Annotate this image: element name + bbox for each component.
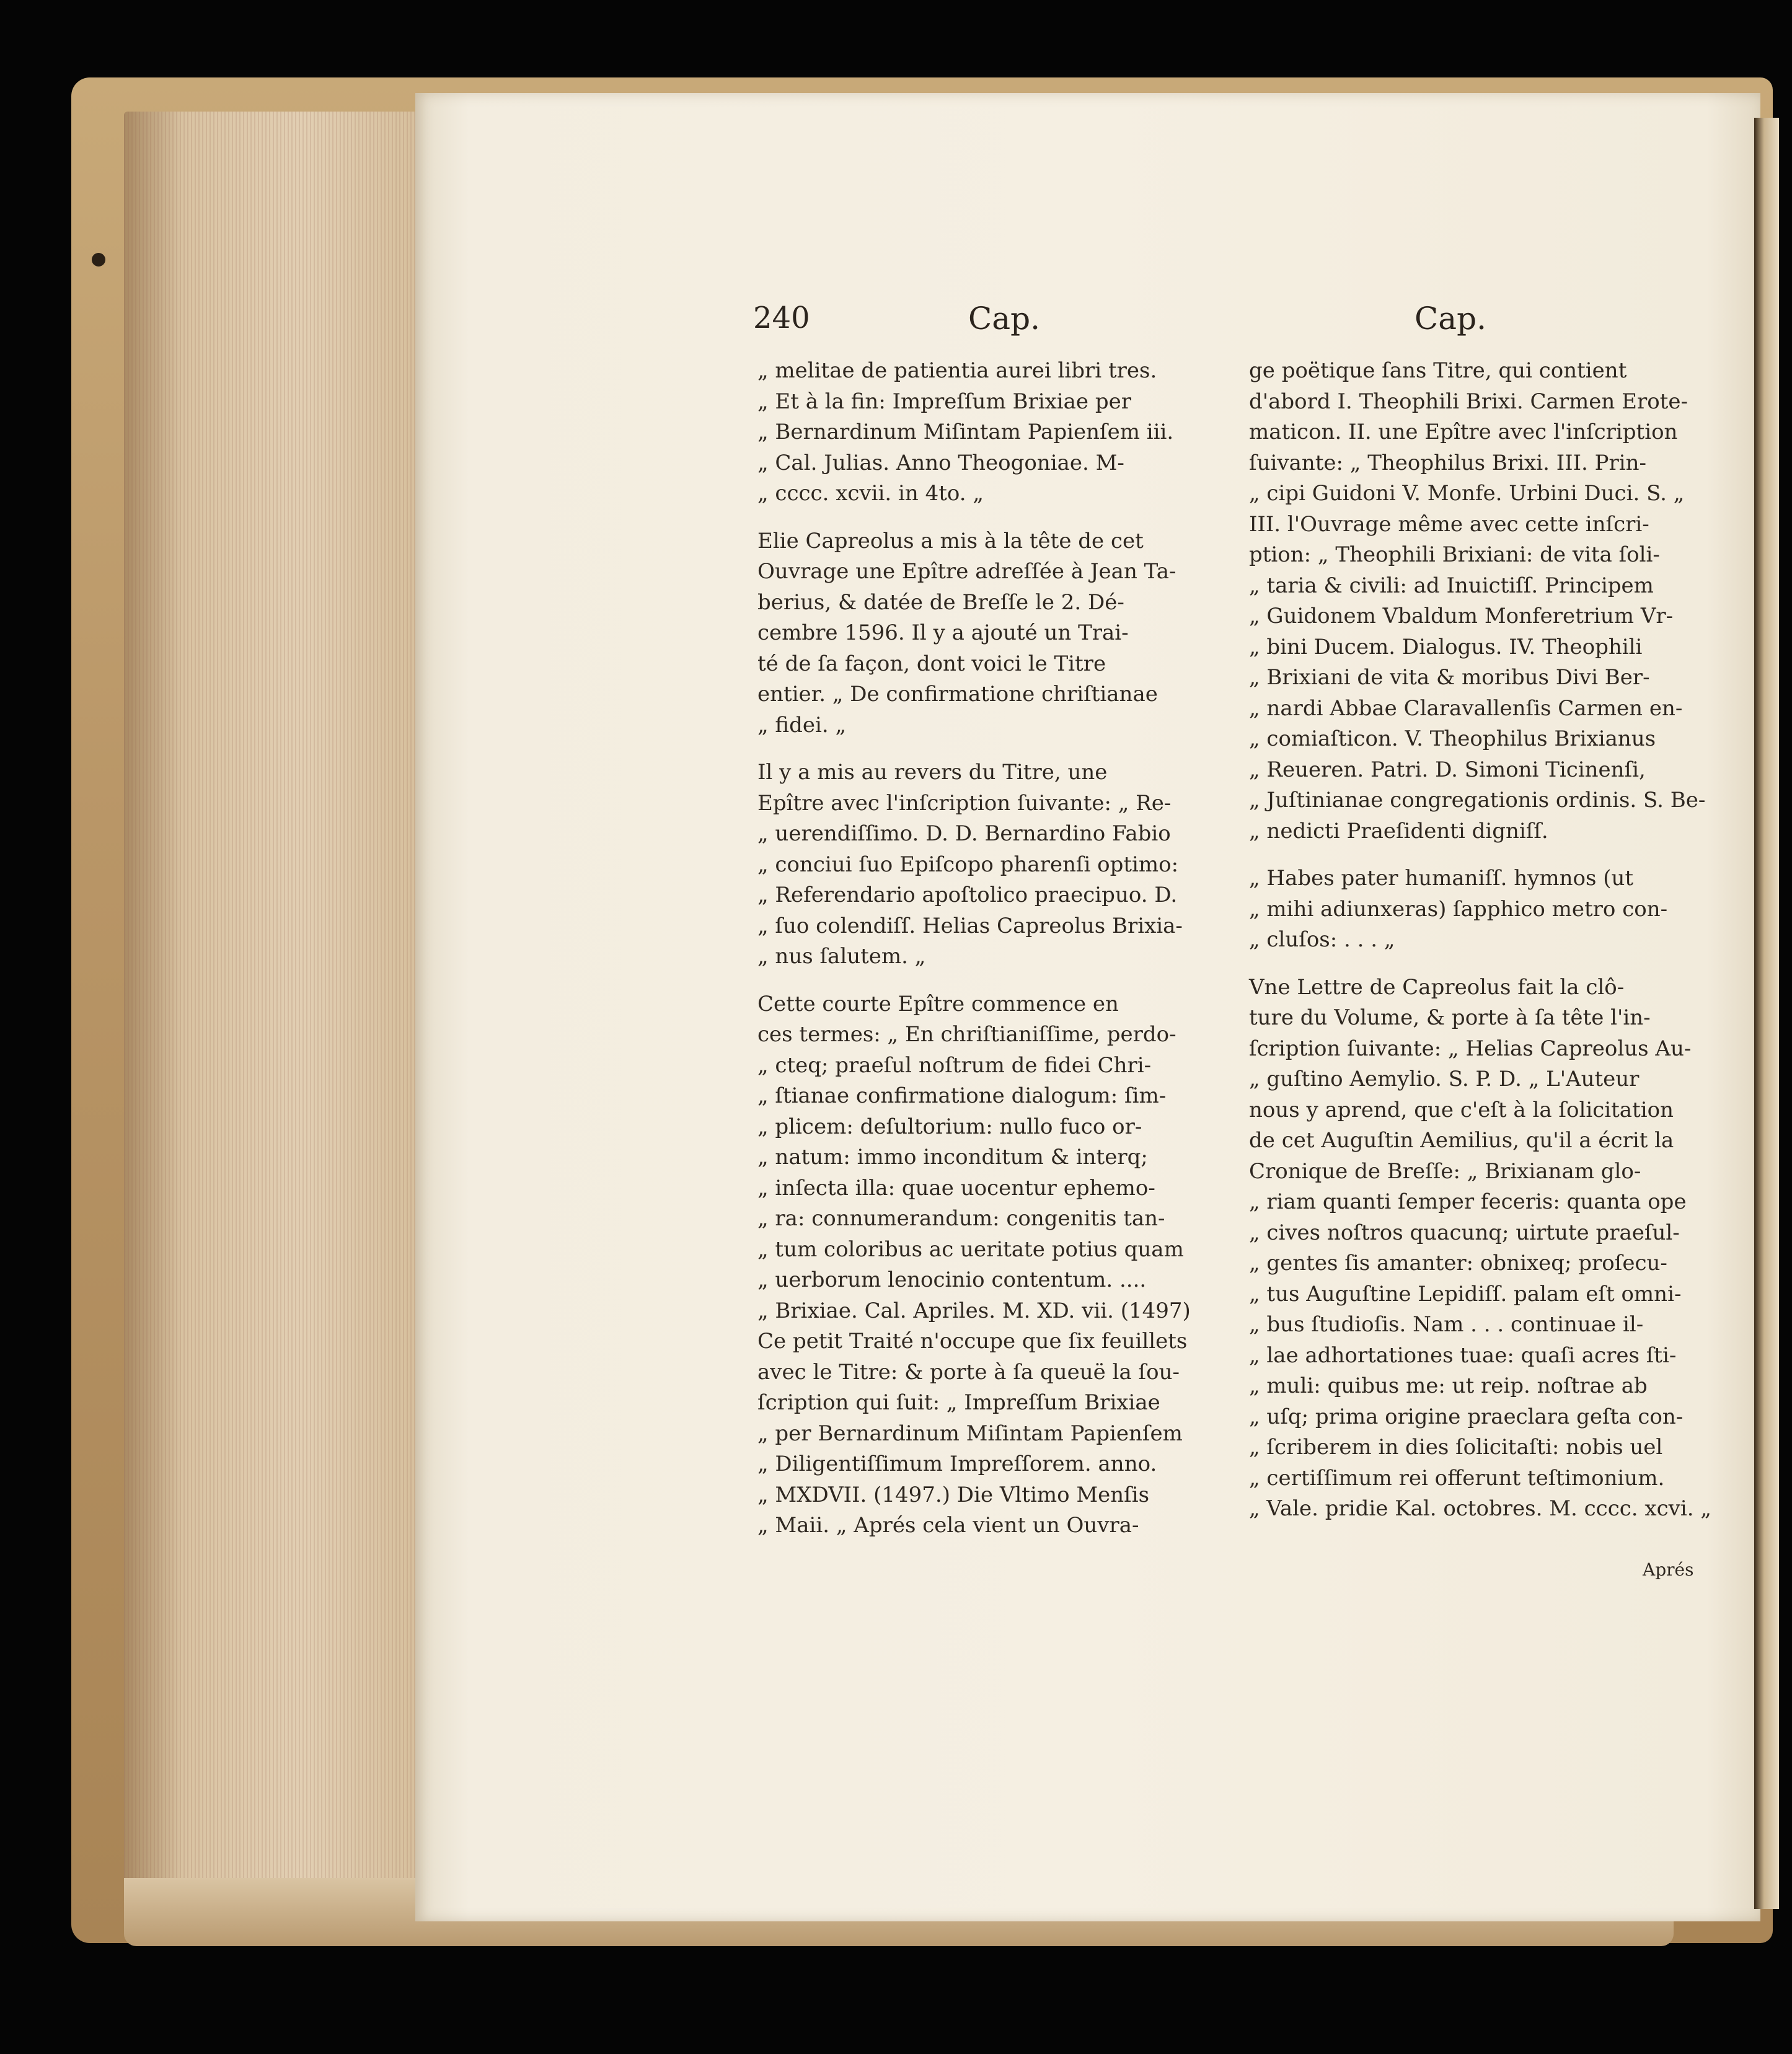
text-line: „ Diligentiſſimum Impreſſorem. anno. bbox=[757, 1452, 1157, 1476]
text-line: III. l'Ouvrage même avec cette inſcri- bbox=[1249, 511, 1649, 537]
paragraph bbox=[1249, 863, 1695, 956]
text-line: Epître avec l'inſcription ſuivante: „ Re- bbox=[757, 790, 1172, 816]
text-line: „ lae adhortationes tuae: quaſi acres ſti- bbox=[1249, 1342, 1677, 1368]
text-line: Vne Lettre de Capreolus fait la clô- bbox=[1249, 974, 1625, 1000]
text-line: Cronique de Breſſe: „ Brixianam glo- bbox=[1249, 1158, 1641, 1184]
text-line: „ ſuo colendiſſ. Helias Capreolus Brixia- bbox=[757, 913, 1183, 938]
text-line: „ tus Auguſtine Lepidiſſ. palam eſt omni- bbox=[1249, 1281, 1682, 1307]
text-column-right bbox=[1249, 356, 1711, 1541]
text-line: „ certiſſimum rei offerunt teſtimonium. bbox=[1249, 1465, 1665, 1491]
text-line: Ce petit Traité n'occupe que ſix feuillets bbox=[757, 1329, 1188, 1354]
text-line: „ melitae de patientia aurei libri tres. bbox=[757, 358, 1157, 383]
text-line: „ comiaſticon. V. Theophilus Brixianus bbox=[1249, 726, 1656, 751]
text-line: „ nardi Abbae Claravallenſis Carmen en- bbox=[1249, 695, 1683, 721]
text-line: „ Habes pater humaniſſ. hymnos (ut bbox=[1249, 866, 1634, 891]
text-column-left bbox=[757, 356, 1229, 1558]
text-line: „ Juſtinianae congregationis ordinis. S. Be- bbox=[1249, 788, 1706, 813]
text-line: „ uerendiſſimo. D. D. Bernardino Fabio bbox=[757, 821, 1171, 846]
paragraph bbox=[757, 757, 1229, 972]
paragraph bbox=[1249, 972, 1711, 1525]
text-line: „ Referendario apoſtolico praecipuo. D. bbox=[757, 883, 1178, 907]
text-line: ture du Volume, & porte à ſa tête l'in- bbox=[1249, 1005, 1651, 1030]
text-line: „ Bernardinum Miſintam Papienſem iii. bbox=[757, 420, 1174, 444]
text-line: „ Maii. „ Aprés cela vient un Ouvra- bbox=[757, 1513, 1139, 1538]
text-line: „ cccc. xcvii. in 4to. „ bbox=[757, 481, 984, 506]
text-line: Cette courte Epître commence en bbox=[757, 991, 1119, 1016]
running-head-left: Cap. bbox=[968, 301, 1040, 337]
text-line: „ ſtianae confirmatione dialogum: ſim- bbox=[757, 1083, 1167, 1108]
text-line: „ muli: quibus me: ut reip. noſtrae ab bbox=[1249, 1373, 1648, 1398]
page-edges bbox=[124, 112, 422, 1928]
text-line: ſcription qui ſuit: „ Impreſſum Brixiae bbox=[757, 1390, 1160, 1415]
text-line: berius, & datée de Breſſe le 2. Dé- bbox=[757, 589, 1124, 615]
text-line: „ per Bernardinum Miſintam Papienſem bbox=[757, 1421, 1183, 1446]
text-line: „ Reueren. Patri. D. Simoni Ticinenſi, bbox=[1249, 757, 1646, 782]
text-line: ſuivante: „ Theophilus Brixi. III. Prin- bbox=[1249, 450, 1647, 475]
text-line: cembre 1596. Il y a ajouté un Trai- bbox=[757, 620, 1129, 645]
text-line: ces termes: „ En chriſtianiſſime, perdo- bbox=[757, 1022, 1176, 1047]
text-line: „ bus ſtudioſis. Nam . . . continuae il- bbox=[1249, 1312, 1644, 1337]
text-line: „ cipi Guidoni V. Monfe. Urbini Duci. S. „ bbox=[1249, 481, 1685, 506]
text-line: „ MXDVII. (1497.) Die Vltimo Menſis bbox=[757, 1482, 1150, 1507]
text-line: „ Guidonem Vbaldum Monferetrium Vr- bbox=[1249, 604, 1674, 628]
text-line: „ uerborum lenocinio contentum. .... bbox=[757, 1267, 1147, 1292]
binding-hole bbox=[92, 253, 105, 267]
text-line: ſcription ſuivante: „ Helias Capreolus Au- bbox=[1249, 1036, 1692, 1061]
paragraph bbox=[757, 356, 1229, 509]
facing-page-edge bbox=[1754, 118, 1779, 1909]
text-line: „ Et à la fin: Impreſſum Brixiae per bbox=[757, 389, 1132, 414]
text-line: „ taria & civili: ad Inuictiſſ. Principem bbox=[1249, 573, 1654, 598]
running-head-right: Cap. bbox=[1415, 301, 1486, 337]
text-line: ge poëtique ſans Titre, qui contient bbox=[1249, 358, 1627, 383]
text-line: de cet Auguſtin Aemilius, qu'il a écrit la bbox=[1249, 1128, 1674, 1153]
text-line: „ guſtino Aemylio. S. P. D. „ L'Auteur bbox=[1249, 1067, 1640, 1091]
text-line: „ Brixiani de vita & moribus Divi Ber- bbox=[1249, 665, 1650, 690]
text-line: „ bini Ducem. Dialogus. IV. Theophili bbox=[1249, 634, 1643, 659]
text-line: „ cluſos: . . . „ bbox=[1249, 927, 1395, 952]
text-line: „ Cal. Julias. Anno Theogoniae. M- bbox=[757, 450, 1124, 475]
text-line: „ mihi adiunxeras) ſapphico metro con- bbox=[1249, 896, 1668, 922]
text-line: „ Vale. pridie Kal. octobres. M. cccc. xcvi. „ bbox=[1249, 1496, 1711, 1521]
text-line: „ gentes ſis amanter: obnixeq; proſecu- bbox=[1249, 1251, 1667, 1276]
catchword: Aprés bbox=[1643, 1559, 1694, 1580]
paragraph bbox=[757, 526, 1229, 741]
text-line: té de ſa façon, dont voici le Titre bbox=[757, 651, 1106, 676]
text-line: Il y a mis au revers du Titre, une bbox=[757, 760, 1108, 785]
paragraph bbox=[757, 989, 1229, 1541]
text-line: ption: „ Theophili Brixiani: de vita ſoli- bbox=[1249, 542, 1660, 567]
page-number: 240 bbox=[753, 301, 810, 335]
text-line: „ ſcriberem in dies ſolicitaſti: nobis uel bbox=[1249, 1435, 1663, 1460]
text-line: avec le Titre: & porte à ſa queuë la ſou- bbox=[757, 1359, 1180, 1385]
text-line: „ inſecta illa: quae uocentur ephemo- bbox=[757, 1175, 1155, 1201]
text-line: „ ra: connumerandum: congenitis tan- bbox=[757, 1206, 1165, 1231]
text-line: „ natum: immo inconditum & interq; bbox=[757, 1145, 1148, 1170]
text-line: „ nus ſalutem. „ bbox=[757, 944, 926, 969]
text-line: „ conciui ſuo Epiſcopo pharenſi optimo: bbox=[757, 852, 1179, 877]
text-line: „ cives noſtros quacunq; uirtute praeſul- bbox=[1249, 1220, 1680, 1245]
text-line: „ uſq; prima origine praeclara geſta con- bbox=[1249, 1404, 1684, 1429]
text-line: Elie Capreolus a mis à la tête de cet bbox=[757, 528, 1144, 553]
paragraph bbox=[1249, 356, 1706, 847]
text-line: „ Brixiae. Cal. Apriles. M. XD. vii. (1497) bbox=[757, 1298, 1191, 1323]
text-line: maticon. II. une Epître avec l'inſcription bbox=[1249, 420, 1678, 444]
text-line: nous y aprend, que c'eſt à la ſolicitation bbox=[1249, 1097, 1674, 1122]
text-line: „ tum coloribus ac ueritate potius quam bbox=[757, 1236, 1184, 1262]
text-line: entier. „ De confirmatione chriſtianae bbox=[757, 682, 1158, 707]
text-line: „ nedicti Praeſidenti digniſſ. bbox=[1249, 818, 1548, 844]
text-line: „ cteq; praeſul noſtrum de fidei Chri- bbox=[757, 1052, 1152, 1078]
text-line: d'abord I. Theophili Brixi. Carmen Erote- bbox=[1249, 389, 1688, 414]
text-line: „ plicem: deſultorium: nullo fuco or- bbox=[757, 1114, 1142, 1139]
text-line: „ riam quanti ſemper feceris: quanta ope bbox=[1249, 1189, 1687, 1214]
text-line: Ouvrage une Epître adreſſée à Jean Ta- bbox=[757, 559, 1176, 584]
text-line: „ fidei. „ bbox=[757, 712, 847, 738]
